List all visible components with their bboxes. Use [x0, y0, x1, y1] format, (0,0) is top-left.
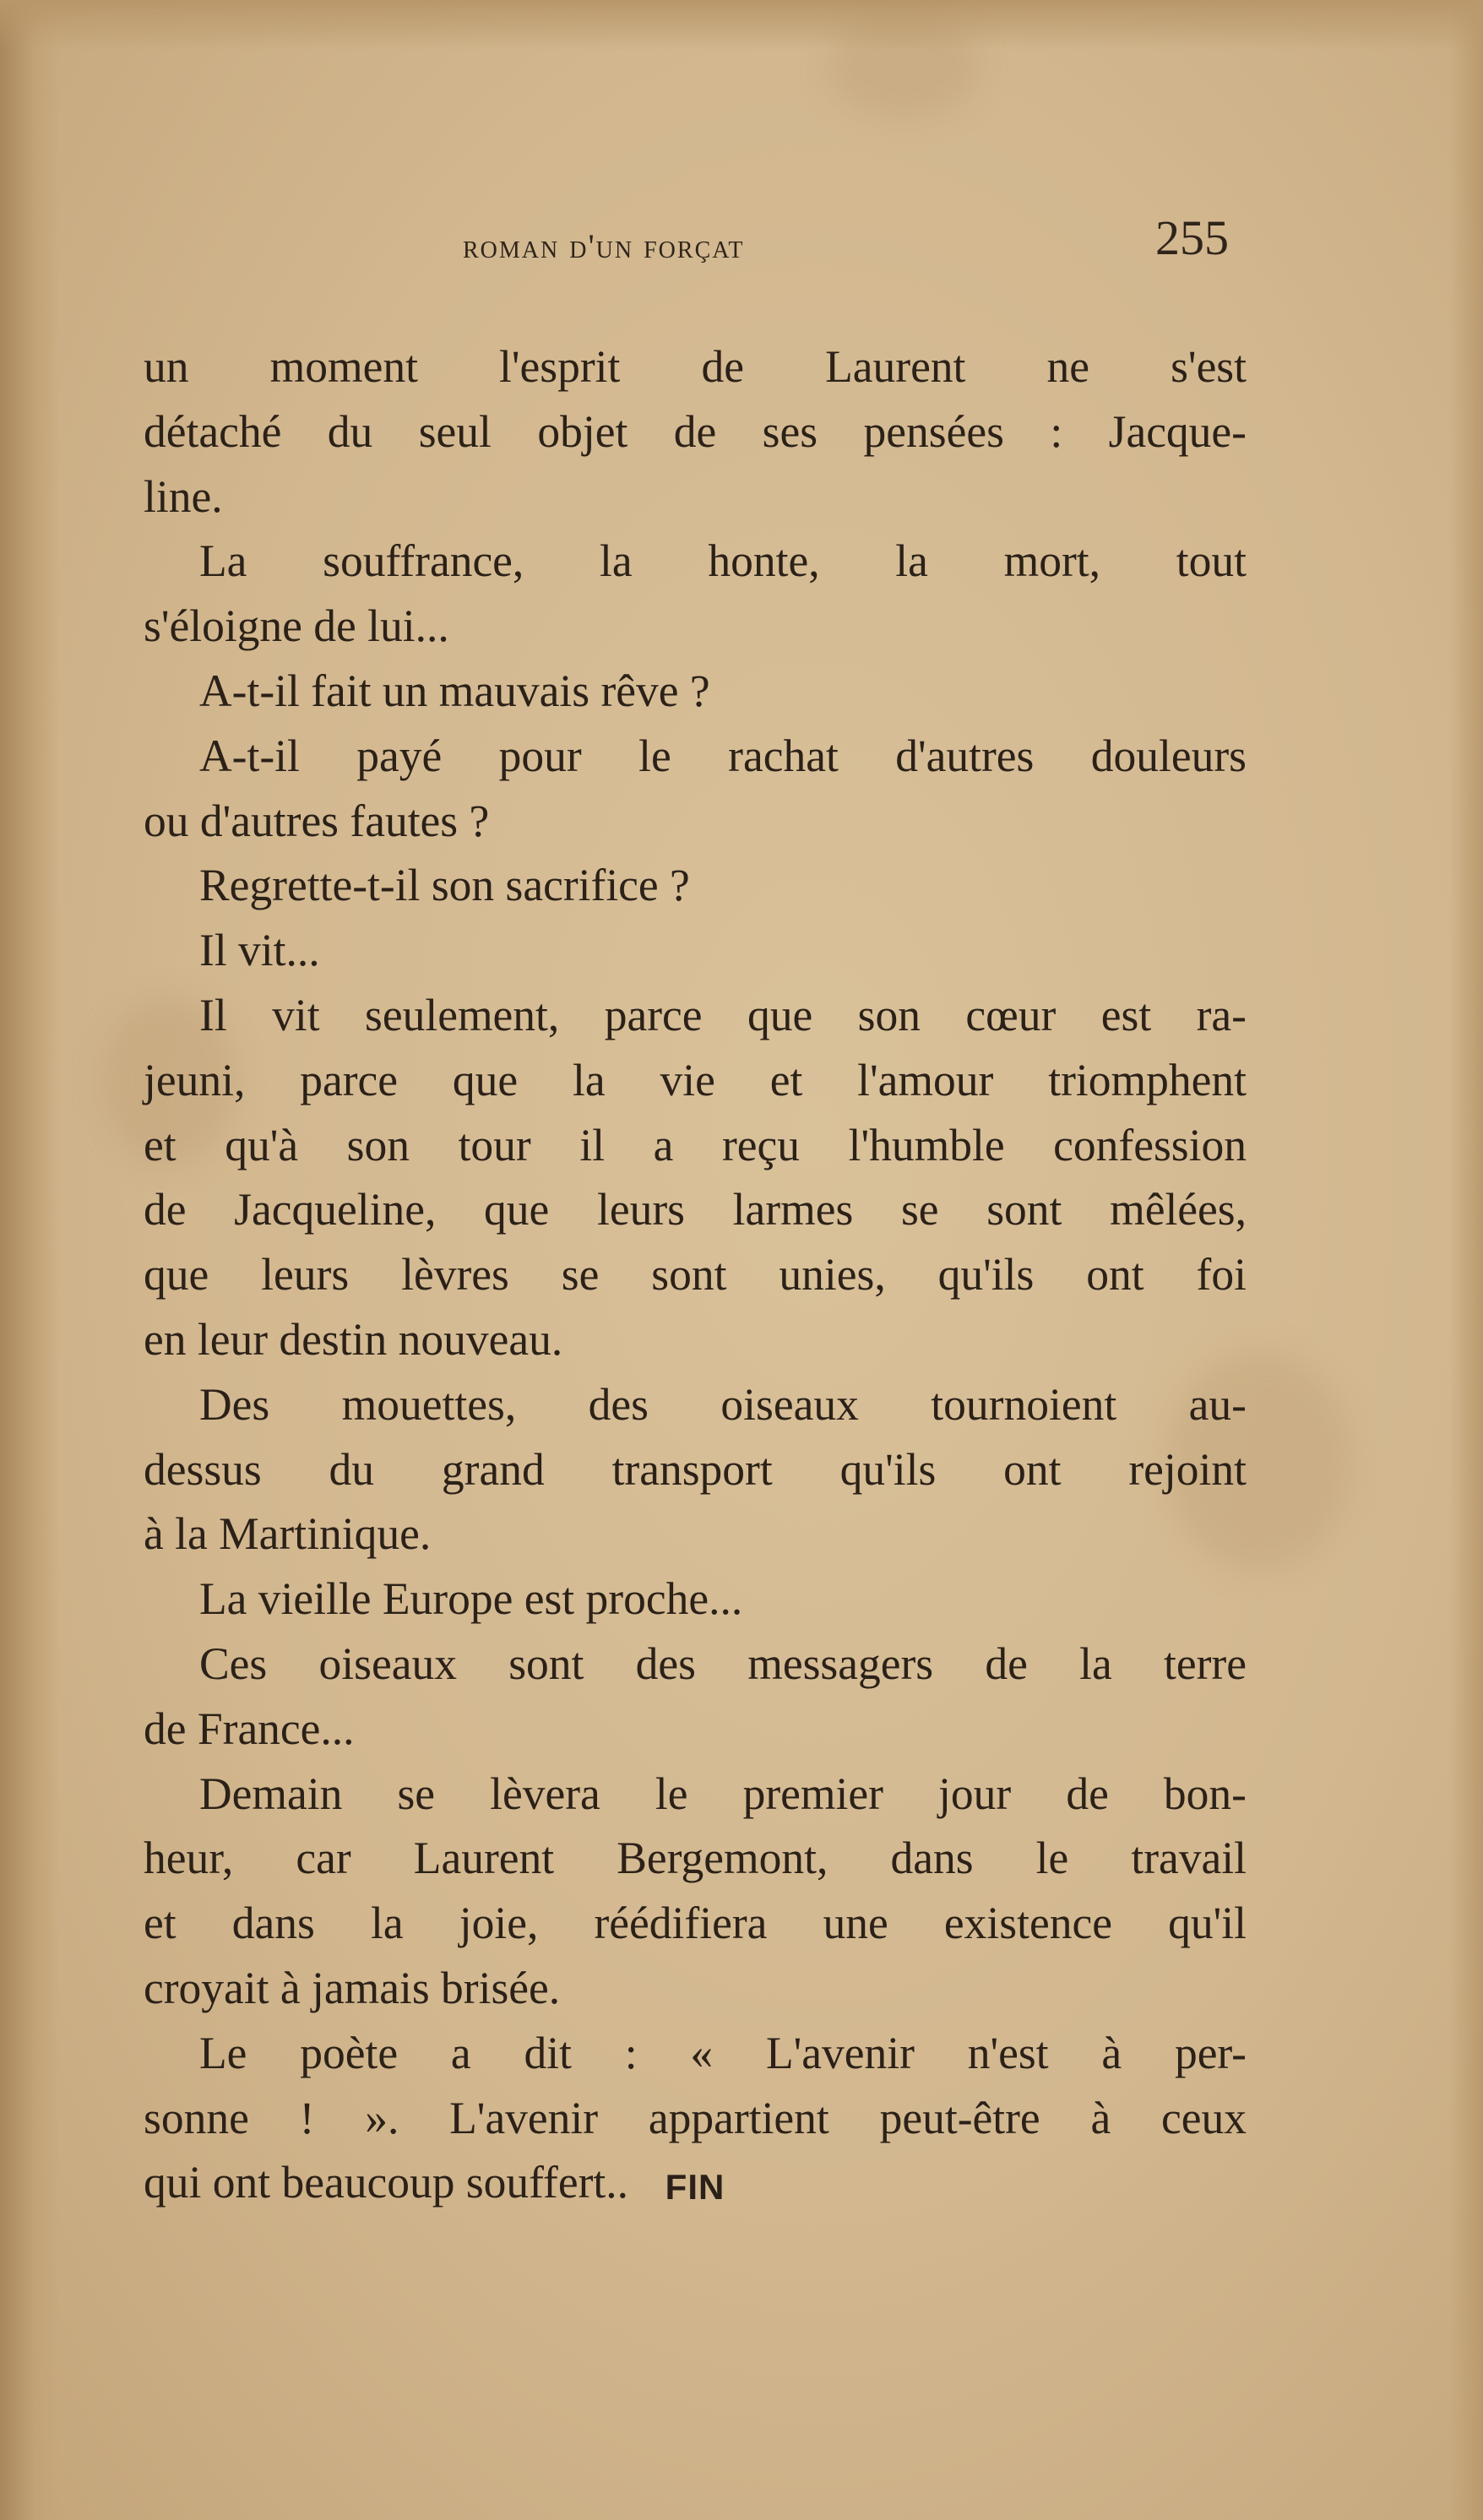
text-line: Des mouettes, des oiseaux tournoient au-	[199, 1378, 1247, 1430]
text-line: croyait à jamais brisée.	[144, 1962, 561, 2013]
text-line: en leur destin nouveau.	[144, 1313, 563, 1365]
page-number: 255	[1155, 210, 1229, 265]
page-edge-shadow-right	[1449, 0, 1483, 2520]
text-line: ou d'autres fautes ?	[144, 795, 490, 846]
text-line: A-t-il fait un mauvais rêve ?	[199, 665, 710, 716]
running-title: roman d'un forçat	[463, 227, 745, 265]
text-line: Regrette-t-il son sacrifice ?	[199, 860, 690, 911]
text-line: que leurs lèvres se sont unies, qu'ils ont foi	[144, 1249, 1247, 1301]
text-line: s'éloigne de lui...	[144, 600, 449, 652]
text-line: Il vit...	[199, 925, 320, 976]
page-edge-shadow-left	[0, 0, 59, 2520]
text-line: détaché du seul objet de ses pensées : Jacque-	[144, 405, 1247, 457]
text-line: La souffrance, la honte, la mort, tout	[199, 535, 1247, 587]
end-mark: FIN	[665, 2167, 725, 2207]
page-edge-shadow-top	[0, 0, 1483, 51]
text-line: sonne ! ». L'avenir appartient peut-être à ceux	[144, 2092, 1247, 2143]
running-header	[0, 209, 1483, 269]
text-line: heur, car Laurent Bergemont, dans le travail	[144, 1833, 1247, 1884]
text-line: et dans la joie, réédifiera une existence qu'il	[144, 1898, 1247, 1949]
text-line: un moment l'esprit de Laurent ne s'est	[144, 341, 1247, 392]
paper-stain	[828, 17, 980, 118]
text-line: Demain se lèvera le premier jour de bon-	[199, 1768, 1247, 1819]
text-line: de Jacqueline, que leurs larmes se sont mêlées,	[144, 1184, 1247, 1236]
text-line: et qu'à son tour il a reçu l'humble confession	[144, 1119, 1247, 1170]
text-line: La vieille Europe est proche...	[199, 1573, 743, 1625]
text-line: jeuni, parce que la vie et l'amour triomphent	[144, 1054, 1247, 1105]
text-line: dessus du grand transport qu'ils ont rejoint	[144, 1443, 1247, 1495]
body-text	[144, 334, 1247, 2215]
text-line: line.	[144, 470, 223, 522]
text-line: de France...	[144, 1703, 355, 1754]
text-line: qui ont beaucoup souffert..	[144, 2157, 629, 2208]
text-line: à la Martinique.	[144, 1508, 432, 1560]
text-line: Ces oiseaux sont des messagers de la terre	[199, 1637, 1247, 1689]
text-line: A-t-il payé pour le rachat d'autres douleurs	[199, 730, 1247, 781]
text-line: Le poète a dit : « L'avenir n'est à per-	[199, 2027, 1247, 2078]
text-line: Il vit seulement, parce que son cœur est ra-	[199, 989, 1247, 1040]
